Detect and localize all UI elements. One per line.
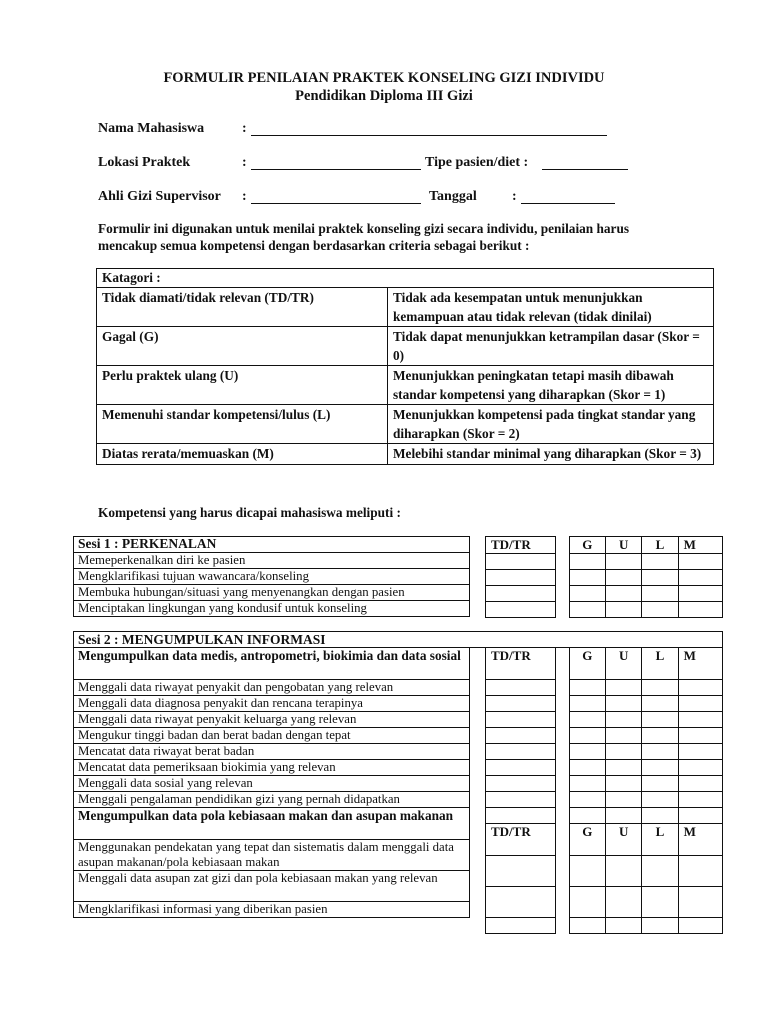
- ahli-field-row: [0, 189, 768, 207]
- competency-label: Menggali data diagnosa penyakit dan rencana terapinya: [74, 696, 470, 712]
- score-cell-g[interactable]: [569, 712, 605, 728]
- score-cell-m[interactable]: [678, 680, 722, 696]
- score-cell-tdtr[interactable]: [486, 554, 556, 570]
- score-cell-u[interactable]: [606, 554, 642, 570]
- score-header-row: [486, 824, 723, 856]
- competency-label: Menggali data asupan zat gizi dan pola kebiasaan makan yang relevan: [74, 871, 470, 902]
- score-header-row: [486, 648, 723, 680]
- competency-row: [74, 728, 470, 744]
- score-cell-g[interactable]: [569, 570, 605, 586]
- score-cell-l[interactable]: [642, 586, 678, 602]
- score-cell-m[interactable]: [678, 856, 722, 887]
- score-cell-tdtr[interactable]: [486, 728, 556, 744]
- score-cell-l[interactable]: [642, 554, 678, 570]
- intro-paragraph: Formulir ini digunakan untuk menilai praktek konseling gizi secara individu, penilaian harus mencakup semua kompetensi dengan berdasarkan criteria sebagai berikut :: [98, 221, 630, 253]
- sesi1-header-row: [74, 537, 470, 553]
- sesi2-table: [73, 647, 470, 918]
- score-cell-g[interactable]: [569, 760, 605, 776]
- score-header-m: M: [678, 537, 722, 554]
- score-cell-m[interactable]: [678, 602, 722, 618]
- score-header-tdtr: TD/TR: [486, 824, 556, 856]
- competency-row: [74, 902, 470, 918]
- kategori-row: [97, 444, 714, 465]
- score-cell-tdtr[interactable]: [486, 602, 556, 618]
- score-cell-u[interactable]: [606, 776, 642, 792]
- score-cell-tdtr[interactable]: [486, 792, 556, 808]
- score-cell-l[interactable]: [642, 728, 678, 744]
- score-cell-tdtr[interactable]: [486, 744, 556, 760]
- score-cell-u[interactable]: [606, 744, 642, 760]
- score-cell-l[interactable]: [642, 680, 678, 696]
- score-cell-g[interactable]: [569, 728, 605, 744]
- score-cell-g[interactable]: [569, 856, 605, 887]
- score-row: [486, 887, 723, 918]
- tanggal-colon: :: [512, 189, 517, 204]
- score-row: [486, 744, 723, 760]
- score-row: [486, 680, 723, 696]
- kategori-label: Memenuhi standar kompetensi/lulus (L): [97, 405, 388, 444]
- nama-colon: :: [242, 121, 247, 136]
- score-cell-tdtr[interactable]: [486, 586, 556, 602]
- kompetensi-heading: Kompetensi yang harus dicapai mahasiswa meliputi :: [98, 505, 401, 520]
- score-cell-l[interactable]: [642, 570, 678, 586]
- kategori-label: Diatas rerata/memuaskan (M): [97, 444, 388, 465]
- competency-row: [74, 696, 470, 712]
- score-cell-m[interactable]: [678, 744, 722, 760]
- lokasi-label: Lokasi Praktek: [98, 155, 191, 170]
- score-row: [486, 856, 723, 887]
- kategori-label: Gagal (G): [97, 327, 388, 366]
- score-cell-u[interactable]: [606, 570, 642, 586]
- competency-row: [74, 744, 470, 760]
- score-cell-g[interactable]: [569, 602, 605, 618]
- score-row: [486, 918, 723, 934]
- score-row: [486, 554, 723, 570]
- score-cell-m[interactable]: [678, 712, 722, 728]
- score-cell-u[interactable]: [606, 680, 642, 696]
- score-header-g: G: [569, 537, 605, 554]
- score-cell-l[interactable]: [642, 696, 678, 712]
- kategori-row: [97, 405, 714, 444]
- competency-label: Mengukur tinggi badan dan berat badan dengan tepat: [74, 728, 470, 744]
- kategori-desc: Menunjukkan kompetensi pada tingkat standar yang diharapkan (Skor = 2): [388, 405, 714, 444]
- score-cell-u[interactable]: [606, 728, 642, 744]
- score-cell-m[interactable]: [678, 554, 722, 570]
- kategori-desc: Tidak dapat menunjukkan ketrampilan dasar (Skor = 0): [388, 327, 714, 366]
- competency-row: [74, 553, 470, 569]
- competency-label: Mengklarifikasi informasi yang diberikan pasien: [74, 902, 470, 918]
- score-header-tdtr: TD/TR: [486, 648, 556, 680]
- score-header-g: G: [569, 824, 605, 856]
- score-cell-l[interactable]: [642, 792, 678, 808]
- score-header-l: L: [642, 537, 678, 554]
- score-cell-g[interactable]: [569, 680, 605, 696]
- competency-label: Menggali data riwayat penyakit dan pengobatan yang relevan: [74, 680, 470, 696]
- score-cell-tdtr[interactable]: [486, 760, 556, 776]
- score-cell-tdtr[interactable]: [486, 808, 556, 824]
- score-cell-tdtr[interactable]: [486, 776, 556, 792]
- score-cell-g[interactable]: [569, 776, 605, 792]
- score-cell-tdtr[interactable]: [486, 856, 556, 887]
- competency-label: Mengklarifikasi tujuan wawancara/konseling: [74, 569, 470, 585]
- competency-label: Membuka hubungan/situasi yang menyenangkan dengan pasien: [74, 585, 470, 601]
- score-cell-u[interactable]: [606, 918, 642, 934]
- competency-label: Menggali data sosial yang relevan: [74, 776, 470, 792]
- sesi2-score-table: [485, 647, 723, 934]
- score-cell-tdtr[interactable]: [486, 712, 556, 728]
- score-cell-tdtr[interactable]: [486, 918, 556, 934]
- competency-row: [74, 792, 470, 808]
- ahli-input-line[interactable]: [251, 189, 421, 204]
- score-header-l: L: [642, 824, 678, 856]
- tanggal-input-line[interactable]: [521, 189, 615, 204]
- score-cell-m[interactable]: [678, 570, 722, 586]
- kategori-table: [96, 268, 714, 465]
- score-cell-g[interactable]: [569, 918, 605, 934]
- score-row: [486, 728, 723, 744]
- competency-row: [74, 840, 470, 871]
- score-row: [486, 602, 723, 618]
- score-cell-tdtr[interactable]: [486, 696, 556, 712]
- score-cell-g[interactable]: [569, 586, 605, 602]
- score-cell-tdtr[interactable]: [486, 887, 556, 918]
- competency-label: Menggunakan pendekatan yang tepat dan sistematis dalam menggali data asupan makanan/pola kebiasaan makan: [74, 840, 470, 871]
- score-cell-u[interactable]: [606, 887, 642, 918]
- score-cell-m[interactable]: [678, 776, 722, 792]
- competency-row: [74, 601, 470, 617]
- score-row: [486, 712, 723, 728]
- kategori-row: [97, 327, 714, 366]
- competency-row: [74, 760, 470, 776]
- score-cell-u[interactable]: [606, 712, 642, 728]
- form-subtitle: Pendidikan Diploma III Gizi: [295, 88, 473, 104]
- tanggal-label: Tanggal: [429, 189, 477, 204]
- score-row: [486, 808, 723, 824]
- score-cell-g[interactable]: [569, 744, 605, 760]
- score-header-tdtr: TD/TR: [486, 537, 556, 554]
- ahli-label: Ahli Gizi Supervisor: [98, 189, 221, 204]
- competency-row: [74, 776, 470, 792]
- kategori-header-row: [97, 269, 714, 288]
- tipe-input-line[interactable]: [542, 155, 628, 170]
- competency-label: Menggali pengalaman pendidikan gizi yang pernah didapatkan: [74, 792, 470, 808]
- kategori-desc: Tidak ada kesempatan untuk menunjukkan kemampuan atau tidak relevan (tidak dinilai): [388, 288, 714, 327]
- kategori-desc: Menunjukkan peningkatan tetapi masih dibawah standar kompetensi yang diharapkan (Skor = 1): [388, 366, 714, 405]
- score-cell-m[interactable]: [678, 887, 722, 918]
- group2-title: Mengumpulkan data pola kebiasaan makan dan asupan makanan: [74, 808, 470, 840]
- score-cell-l[interactable]: [642, 887, 678, 918]
- score-cell-l[interactable]: [642, 760, 678, 776]
- score-header-u: U: [606, 824, 642, 856]
- score-cell-m[interactable]: [678, 918, 722, 934]
- score-header-m: M: [678, 648, 722, 680]
- score-cell-u[interactable]: [606, 808, 642, 824]
- competency-row: [74, 871, 470, 902]
- score-cell-u[interactable]: [606, 792, 642, 808]
- sesi2-title: Sesi 2 : MENGUMPULKAN INFORMASI: [73, 631, 723, 648]
- form-title: FORMULIR PENILAIAN PRAKTEK KONSELING GIZI INDIVIDU: [163, 70, 605, 86]
- competency-row: [74, 569, 470, 585]
- score-cell-g[interactable]: [569, 808, 605, 824]
- score-cell-l[interactable]: [642, 856, 678, 887]
- score-cell-u[interactable]: [606, 760, 642, 776]
- nama-label: Nama Mahasiswa: [98, 121, 205, 136]
- score-row: [486, 792, 723, 808]
- score-cell-tdtr[interactable]: [486, 680, 556, 696]
- score-header-g: G: [569, 648, 605, 680]
- score-cell-g[interactable]: [569, 792, 605, 808]
- score-cell-m[interactable]: [678, 792, 722, 808]
- kategori-desc: Melebihi standar minimal yang diharapkan (Skor = 3): [388, 444, 714, 465]
- score-header-m: M: [678, 824, 722, 856]
- score-header-u: U: [606, 648, 642, 680]
- competency-label: Menggali data riwayat penyakit keluarga yang relevan: [74, 712, 470, 728]
- score-row: [486, 776, 723, 792]
- score-cell-u[interactable]: [606, 856, 642, 887]
- group-header-row: [74, 808, 470, 840]
- score-cell-g[interactable]: [569, 887, 605, 918]
- score-cell-m[interactable]: [678, 586, 722, 602]
- lokasi-input-line[interactable]: [251, 155, 421, 170]
- kategori-header: Katagori :: [97, 269, 714, 288]
- score-cell-l[interactable]: [642, 744, 678, 760]
- ahli-colon: :: [242, 189, 247, 204]
- kategori-row: [97, 366, 714, 405]
- competency-label: Mencatat data riwayat berat badan: [74, 744, 470, 760]
- competency-row: [74, 585, 470, 601]
- score-cell-l[interactable]: [642, 712, 678, 728]
- score-cell-u[interactable]: [606, 586, 642, 602]
- score-row: [486, 586, 723, 602]
- score-cell-m[interactable]: [678, 808, 722, 824]
- group-header-row: [74, 648, 470, 680]
- lokasi-field-row: [0, 155, 768, 173]
- score-cell-l[interactable]: [642, 776, 678, 792]
- kategori-label: Perlu praktek ulang (U): [97, 366, 388, 405]
- score-cell-l[interactable]: [642, 918, 678, 934]
- score-row: [486, 570, 723, 586]
- score-row: [486, 696, 723, 712]
- score-cell-tdtr[interactable]: [486, 570, 556, 586]
- kategori-row: [97, 288, 714, 327]
- score-cell-u[interactable]: [606, 602, 642, 618]
- score-cell-m[interactable]: [678, 760, 722, 776]
- sesi1-score-table: [485, 536, 723, 618]
- score-cell-u[interactable]: [606, 696, 642, 712]
- nama-field-row: [0, 121, 768, 139]
- score-cell-g[interactable]: [569, 696, 605, 712]
- group1-title: Mengumpulkan data medis, antropometri, biokimia dan data sosial: [74, 648, 470, 680]
- kategori-label: Tidak diamati/tidak relevan (TD/TR): [97, 288, 388, 327]
- score-header-row: [486, 537, 723, 554]
- tipe-label: Tipe pasien/diet :: [425, 155, 529, 170]
- score-row: [486, 760, 723, 776]
- competency-label: Memeperkenalkan diri ke pasien: [74, 553, 470, 569]
- nama-input-line[interactable]: [251, 121, 607, 136]
- score-cell-m[interactable]: [678, 696, 722, 712]
- competency-label: Mencatat data pemeriksaan biokimia yang relevan: [74, 760, 470, 776]
- score-header-l: L: [642, 648, 678, 680]
- competency-label: Menciptakan lingkungan yang kondusif untuk konseling: [74, 601, 470, 617]
- score-cell-l[interactable]: [642, 602, 678, 618]
- sesi1-title: Sesi 1 : PERKENALAN: [74, 537, 470, 553]
- competency-row: [74, 712, 470, 728]
- competency-row: [74, 680, 470, 696]
- lokasi-colon: :: [242, 155, 247, 170]
- score-header-u: U: [606, 537, 642, 554]
- score-cell-g[interactable]: [569, 554, 605, 570]
- sesi1-table: [73, 536, 470, 617]
- score-cell-l[interactable]: [642, 808, 678, 824]
- score-cell-m[interactable]: [678, 728, 722, 744]
